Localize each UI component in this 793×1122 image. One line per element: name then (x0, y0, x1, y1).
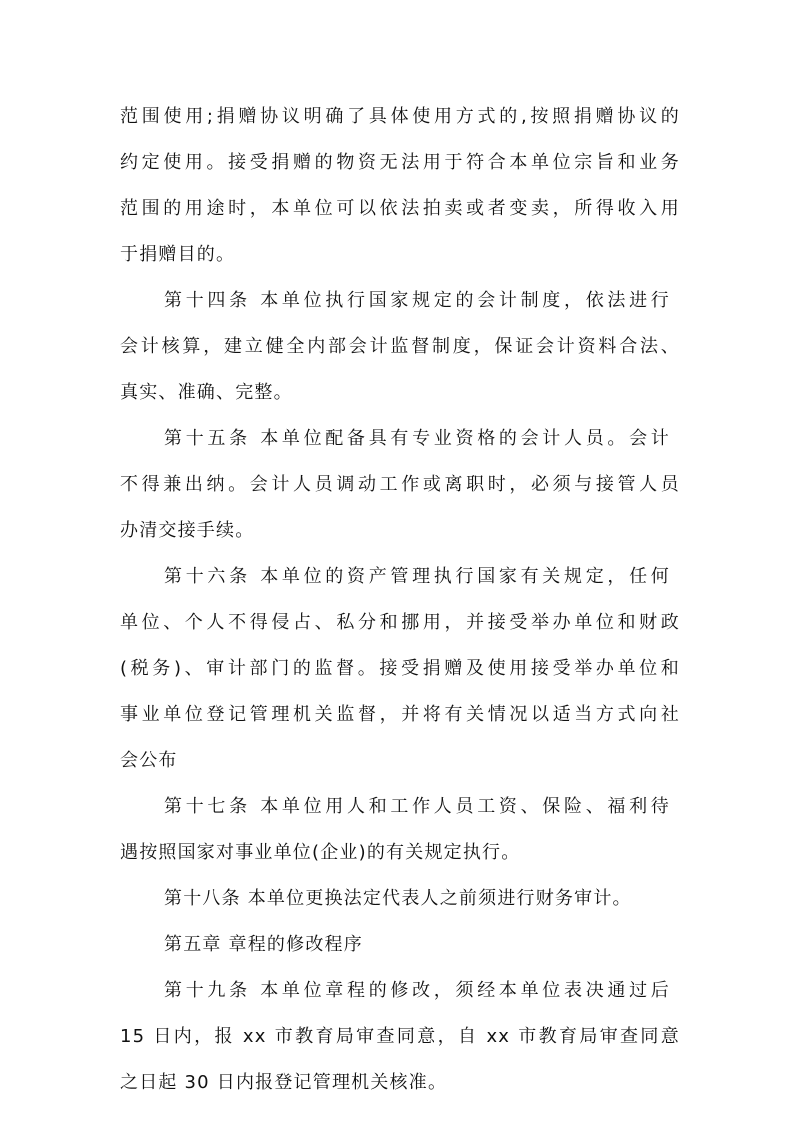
text-line: 办清交接手续。 (120, 520, 255, 541)
article-16-heading-line: 第十六条 本单位的资产管理执行国家有关规定，任何 (164, 566, 670, 587)
text-line: 真实、准确、完整。 (120, 382, 293, 403)
text-line: 会公布 (120, 750, 178, 771)
text-line: 会计核算，建立健全内部会计监督制度，保证会计资料合法、 (120, 336, 680, 357)
text-line: 事业单位登记管理机关监督，并将有关情况以适当方式向社 (120, 704, 680, 725)
text-line: 范围的用途时，本单位可以依法拍卖或者变卖，所得收入用 (120, 198, 680, 219)
chapter-5-heading: 第五章 章程的修改程序 (164, 934, 363, 955)
text-line: (税务)、审计部门的监督。接受捐赠及使用接受举办单位和 (120, 658, 680, 679)
article-17-heading-line: 第十七条 本单位用人和工作人员工资、保险、福利待 (164, 796, 670, 817)
article-15-heading-line: 第十五条 本单位配备具有专业资格的会计人员。会计 (164, 428, 670, 449)
text-line: 于捐赠目的。 (120, 244, 236, 265)
text-line: 单位、个人不得侵占、私分和挪用，并接受举办单位和财政 (120, 612, 680, 633)
text-line: 范围使用;捐赠协议明确了具体使用方式的,按照捐赠协议的 (120, 106, 680, 127)
text-line: 约定使用。接受捐赠的物资无法用于符合本单位宗旨和业务 (120, 152, 680, 173)
text-line: 不得兼出纳。会计人员调动工作或离职时，必须与接管人员 (120, 474, 680, 495)
article-18-line: 第十八条 本单位更换法定代表人之前须进行财务审计。 (164, 888, 632, 909)
article-14-heading-line: 第十四条 本单位执行国家规定的会计制度，依法进行 (164, 290, 670, 311)
text-line: 15 日内，报 xx 市教育局审查同意，自 xx 市教育局审查同意 (120, 1026, 680, 1047)
text-line: 遇按照国家对事业单位(企业)的有关规定执行。 (120, 842, 521, 863)
text-line: 之日起 30 日内报登记管理机关核准。 (120, 1072, 448, 1093)
article-19-heading-line: 第十九条 本单位章程的修改，须经本单位表决通过后 (164, 980, 670, 1001)
